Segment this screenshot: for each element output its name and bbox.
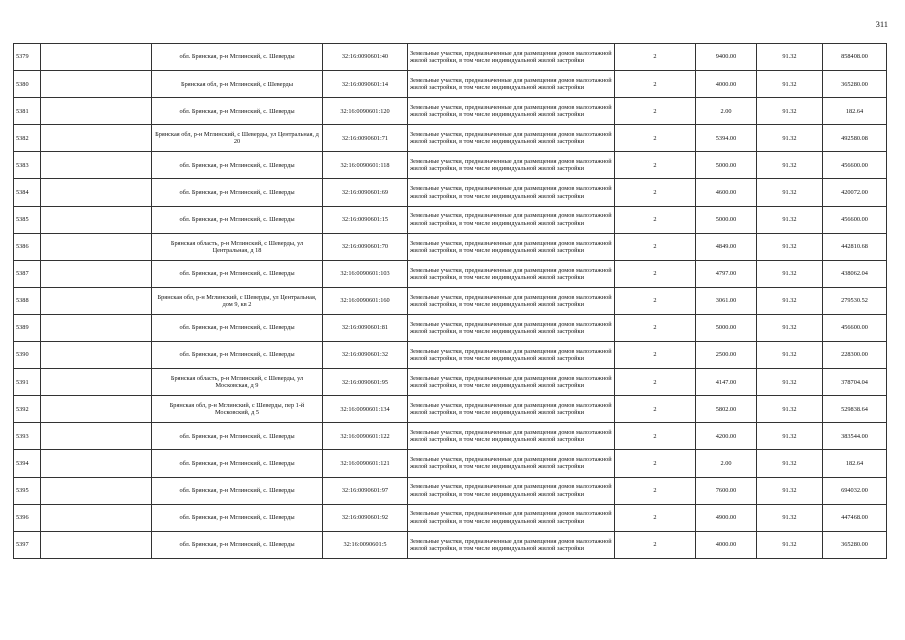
category-cell: 2: [615, 287, 696, 314]
empty-cell: [41, 233, 152, 260]
area-cell: 2.00: [696, 98, 757, 125]
empty-cell: [41, 504, 152, 531]
category-cell: 2: [615, 260, 696, 287]
category-cell: 2: [615, 179, 696, 206]
cadastral-value-cell: 858408.00: [823, 44, 887, 71]
rate-cell: 91.32: [757, 504, 823, 531]
empty-cell: [41, 152, 152, 179]
row-number-cell: 5395: [14, 477, 41, 504]
address-cell: обл. Брянская, р-н Мглинский, с. Шеверды: [152, 450, 323, 477]
empty-cell: [41, 44, 152, 71]
row-number-cell: 5387: [14, 260, 41, 287]
cadastral-number-cell: 32:16:0090601:14: [323, 71, 408, 98]
rate-cell: 91.32: [757, 125, 823, 152]
permitted-use-cell: Земельные участки, предназначенные для размещения домов малоэтажной жилой застройки, в том числе индивидуальной жилой застройки: [408, 531, 615, 558]
permitted-use-cell: Земельные участки, предназначенные для размещения домов малоэтажной жилой застройки, в том числе индивидуальной жилой застройки: [408, 98, 615, 125]
permitted-use-cell: Земельные участки, предназначенные для размещения домов малоэтажной жилой застройки, в том числе индивидуальной жилой застройки: [408, 152, 615, 179]
cadastral-number-cell: 32:16:0090601:69: [323, 179, 408, 206]
cadastral-number-cell: 32:16:0090601:5: [323, 531, 408, 558]
table-row: [14, 260, 887, 287]
cadastral-value-cell: 383544.00: [823, 423, 887, 450]
table-row: [14, 342, 887, 369]
category-cell: 2: [615, 504, 696, 531]
table-row: [14, 450, 887, 477]
rate-cell: 91.32: [757, 287, 823, 314]
rate-cell: 91.32: [757, 233, 823, 260]
rate-cell: 91.32: [757, 477, 823, 504]
rate-cell: 91.32: [757, 396, 823, 423]
row-number-cell: 5391: [14, 369, 41, 396]
rate-cell: 91.32: [757, 531, 823, 558]
table-row: [14, 396, 887, 423]
cadastral-number-cell: 32:16:0090601:40: [323, 44, 408, 71]
table-row: [14, 477, 887, 504]
empty-cell: [41, 396, 152, 423]
address-cell: обл. Брянская, р-н Мглинский, с. Шеверды: [152, 44, 323, 71]
empty-cell: [41, 260, 152, 287]
address-cell: обл. Брянская, р-н Мглинский, с. Шеверды: [152, 98, 323, 125]
row-number-cell: 5396: [14, 504, 41, 531]
row-number-cell: 5385: [14, 206, 41, 233]
area-cell: 7600.00: [696, 477, 757, 504]
empty-cell: [41, 287, 152, 314]
rate-cell: 91.32: [757, 98, 823, 125]
category-cell: 2: [615, 98, 696, 125]
table-row: [14, 179, 887, 206]
cadastral-number-cell: 32:16:0090601:134: [323, 396, 408, 423]
empty-cell: [41, 423, 152, 450]
cadastral-value-cell: 365280.00: [823, 531, 887, 558]
category-cell: 2: [615, 233, 696, 260]
empty-cell: [41, 125, 152, 152]
area-cell: 4849.00: [696, 233, 757, 260]
area-cell: 4600.00: [696, 179, 757, 206]
land-registry-table: [13, 43, 887, 559]
row-number-cell: 5394: [14, 450, 41, 477]
empty-cell: [41, 71, 152, 98]
row-number-cell: 5389: [14, 314, 41, 341]
permitted-use-cell: Земельные участки, предназначенные для размещения домов малоэтажной жилой застройки, в том числе индивидуальной жилой застройки: [408, 206, 615, 233]
rate-cell: 91.32: [757, 179, 823, 206]
rate-cell: 91.32: [757, 152, 823, 179]
rate-cell: 91.32: [757, 423, 823, 450]
cadastral-value-cell: 694032.00: [823, 477, 887, 504]
rate-cell: 91.32: [757, 206, 823, 233]
cadastral-number-cell: 32:16:0090601:122: [323, 423, 408, 450]
cadastral-value-cell: 365280.00: [823, 71, 887, 98]
table-row: [14, 287, 887, 314]
permitted-use-cell: Земельные участки, предназначенные для размещения домов малоэтажной жилой застройки, в том числе индивидуальной жилой застройки: [408, 314, 615, 341]
cadastral-number-cell: 32:16:0090601:160: [323, 287, 408, 314]
rate-cell: 91.32: [757, 450, 823, 477]
area-cell: 4797.00: [696, 260, 757, 287]
table-row: [14, 71, 887, 98]
permitted-use-cell: Земельные участки, предназначенные для размещения домов малоэтажной жилой застройки, в том числе индивидуальной жилой застройки: [408, 504, 615, 531]
permitted-use-cell: Земельные участки, предназначенные для размещения домов малоэтажной жилой застройки, в том числе индивидуальной жилой застройки: [408, 179, 615, 206]
area-cell: 4000.00: [696, 531, 757, 558]
table-row: [14, 314, 887, 341]
permitted-use-cell: Земельные участки, предназначенные для размещения домов малоэтажной жилой застройки, в том числе индивидуальной жилой застройки: [408, 369, 615, 396]
row-number-cell: 5386: [14, 233, 41, 260]
area-cell: 5000.00: [696, 206, 757, 233]
cadastral-number-cell: 32:16:0090601:70: [323, 233, 408, 260]
empty-cell: [41, 477, 152, 504]
cadastral-value-cell: 420072.00: [823, 179, 887, 206]
area-cell: 4000.00: [696, 71, 757, 98]
table-row: [14, 44, 887, 71]
empty-cell: [41, 98, 152, 125]
permitted-use-cell: Земельные участки, предназначенные для размещения домов малоэтажной жилой застройки, в том числе индивидуальной жилой застройки: [408, 71, 615, 98]
permitted-use-cell: Земельные участки, предназначенные для размещения домов малоэтажной жилой застройки, в том числе индивидуальной жилой застройки: [408, 477, 615, 504]
table-row: [14, 531, 887, 558]
category-cell: 2: [615, 206, 696, 233]
area-cell: 5394.00: [696, 125, 757, 152]
area-cell: 5802.00: [696, 396, 757, 423]
cadastral-number-cell: 32:16:0090601:15: [323, 206, 408, 233]
cadastral-value-cell: 456600.00: [823, 152, 887, 179]
empty-cell: [41, 342, 152, 369]
row-number-cell: 5379: [14, 44, 41, 71]
cadastral-value-cell: 456600.00: [823, 206, 887, 233]
cadastral-value-cell: 228300.00: [823, 342, 887, 369]
cadastral-number-cell: 32:16:0090601:92: [323, 504, 408, 531]
address-cell: обл. Брянская, р-н Мглинский, с. Шеверды: [152, 531, 323, 558]
row-number-cell: 5388: [14, 287, 41, 314]
row-number-cell: 5392: [14, 396, 41, 423]
category-cell: 2: [615, 531, 696, 558]
area-cell: 5000.00: [696, 314, 757, 341]
table-row: [14, 423, 887, 450]
row-number-cell: 5382: [14, 125, 41, 152]
category-cell: 2: [615, 477, 696, 504]
category-cell: 2: [615, 423, 696, 450]
area-cell: 2500.00: [696, 342, 757, 369]
address-cell: Брянская область, р-н Мглинский, с Шеверды, ул Центральная, д 18: [152, 233, 323, 260]
permitted-use-cell: Земельные участки, предназначенные для размещения домов малоэтажной жилой застройки, в том числе индивидуальной жилой застройки: [408, 233, 615, 260]
cadastral-value-cell: 447468.00: [823, 504, 887, 531]
rate-cell: 91.32: [757, 71, 823, 98]
empty-cell: [41, 450, 152, 477]
rate-cell: 91.32: [757, 260, 823, 287]
cadastral-number-cell: 32:16:0090601:121: [323, 450, 408, 477]
cadastral-value-cell: 492580.08: [823, 125, 887, 152]
permitted-use-cell: Земельные участки, предназначенные для размещения домов малоэтажной жилой застройки, в том числе индивидуальной жилой застройки: [408, 287, 615, 314]
address-cell: обл. Брянская, р-н Мглинский, с. Шеверды: [152, 314, 323, 341]
address-cell: обл. Брянская, р-н Мглинский, с. Шеверды: [152, 179, 323, 206]
category-cell: 2: [615, 44, 696, 71]
address-cell: Брянская обл, р-н Мглинский, с Шеверды: [152, 71, 323, 98]
row-number-cell: 5384: [14, 179, 41, 206]
table-body: [14, 44, 887, 559]
address-cell: обл. Брянская, р-н Мглинский, с. Шеверды: [152, 504, 323, 531]
table-row: [14, 369, 887, 396]
area-cell: 4900.00: [696, 504, 757, 531]
permitted-use-cell: Земельные участки, предназначенные для размещения домов малоэтажной жилой застройки, в том числе индивидуальной жилой застройки: [408, 342, 615, 369]
row-number-cell: 5381: [14, 98, 41, 125]
permitted-use-cell: Земельные участки, предназначенные для размещения домов малоэтажной жилой застройки, в том числе индивидуальной жилой застройки: [408, 423, 615, 450]
table-row: [14, 152, 887, 179]
permitted-use-cell: Земельные участки, предназначенные для размещения домов малоэтажной жилой застройки, в том числе индивидуальной жилой застройки: [408, 125, 615, 152]
category-cell: 2: [615, 396, 696, 423]
category-cell: 2: [615, 314, 696, 341]
empty-cell: [41, 206, 152, 233]
address-cell: обл. Брянская, р-н Мглинский, с. Шеверды: [152, 477, 323, 504]
row-number-cell: 5390: [14, 342, 41, 369]
empty-cell: [41, 531, 152, 558]
row-number-cell: 5393: [14, 423, 41, 450]
cadastral-value-cell: 182.64: [823, 450, 887, 477]
cadastral-number-cell: 32:16:0090601:120: [323, 98, 408, 125]
cadastral-value-cell: 182.64: [823, 98, 887, 125]
table-row: [14, 125, 887, 152]
table-row: [14, 98, 887, 125]
cadastral-number-cell: 32:16:0090601:81: [323, 314, 408, 341]
permitted-use-cell: Земельные участки, предназначенные для размещения домов малоэтажной жилой застройки, в том числе индивидуальной жилой застройки: [408, 44, 615, 71]
cadastral-number-cell: 32:16:0090601:97: [323, 477, 408, 504]
category-cell: 2: [615, 342, 696, 369]
address-cell: Брянская обл, р-н Мглинский, с Шеверды, ул Центральная, дом 9, кв 2: [152, 287, 323, 314]
cadastral-value-cell: 378704.04: [823, 369, 887, 396]
cadastral-number-cell: 32:16:0090601:32: [323, 342, 408, 369]
cadastral-value-cell: 529838.64: [823, 396, 887, 423]
area-cell: 3061.00: [696, 287, 757, 314]
address-cell: обл. Брянская, р-н Мглинский, с. Шеверды: [152, 342, 323, 369]
page-number: 311: [875, 19, 888, 29]
cadastral-value-cell: 456600.00: [823, 314, 887, 341]
area-cell: 5000.00: [696, 152, 757, 179]
address-cell: обл. Брянская, р-н Мглинский, с. Шеверды: [152, 152, 323, 179]
category-cell: 2: [615, 71, 696, 98]
permitted-use-cell: Земельные участки, предназначенные для размещения домов малоэтажной жилой застройки, в том числе индивидуальной жилой застройки: [408, 260, 615, 287]
address-cell: обл. Брянская, р-н Мглинский, с. Шеверды: [152, 423, 323, 450]
address-cell: Брянская обл, р-н Мглинский, с Шеверды, пер 1-й Московский, д 5: [152, 396, 323, 423]
address-cell: Брянская обл, р-н Мглинский, с Шеверды, ул Центральная, д 20: [152, 125, 323, 152]
rate-cell: 91.32: [757, 44, 823, 71]
table-row: [14, 206, 887, 233]
permitted-use-cell: Земельные участки, предназначенные для размещения домов малоэтажной жилой застройки, в том числе индивидуальной жилой застройки: [408, 396, 615, 423]
cadastral-number-cell: 32:16:0090601:118: [323, 152, 408, 179]
category-cell: 2: [615, 450, 696, 477]
cadastral-value-cell: 438062.04: [823, 260, 887, 287]
area-cell: 4200.00: [696, 423, 757, 450]
permitted-use-cell: Земельные участки, предназначенные для размещения домов малоэтажной жилой застройки, в том числе индивидуальной жилой застройки: [408, 450, 615, 477]
table-row: [14, 233, 887, 260]
category-cell: 2: [615, 152, 696, 179]
empty-cell: [41, 369, 152, 396]
category-cell: 2: [615, 369, 696, 396]
cadastral-value-cell: 279530.52: [823, 287, 887, 314]
cadastral-number-cell: 32:16:0090601:95: [323, 369, 408, 396]
area-cell: 9400.00: [696, 44, 757, 71]
row-number-cell: 5397: [14, 531, 41, 558]
row-number-cell: 5380: [14, 71, 41, 98]
empty-cell: [41, 314, 152, 341]
cadastral-number-cell: 32:16:0090601:71: [323, 125, 408, 152]
address-cell: обл. Брянская, р-н Мглинский, с. Шеверды: [152, 206, 323, 233]
area-cell: 2.00: [696, 450, 757, 477]
empty-cell: [41, 179, 152, 206]
table-row: [14, 504, 887, 531]
address-cell: обл. Брянская, р-н Мглинский, с. Шеверды: [152, 260, 323, 287]
cadastral-value-cell: 442810.68: [823, 233, 887, 260]
area-cell: 4147.00: [696, 369, 757, 396]
category-cell: 2: [615, 125, 696, 152]
row-number-cell: 5383: [14, 152, 41, 179]
address-cell: Брянская область, р-н Мглинский, с Шеверды, ул Московская, д 9: [152, 369, 323, 396]
rate-cell: 91.32: [757, 342, 823, 369]
cadastral-number-cell: 32:16:0090601:103: [323, 260, 408, 287]
rate-cell: 91.32: [757, 369, 823, 396]
rate-cell: 91.32: [757, 314, 823, 341]
